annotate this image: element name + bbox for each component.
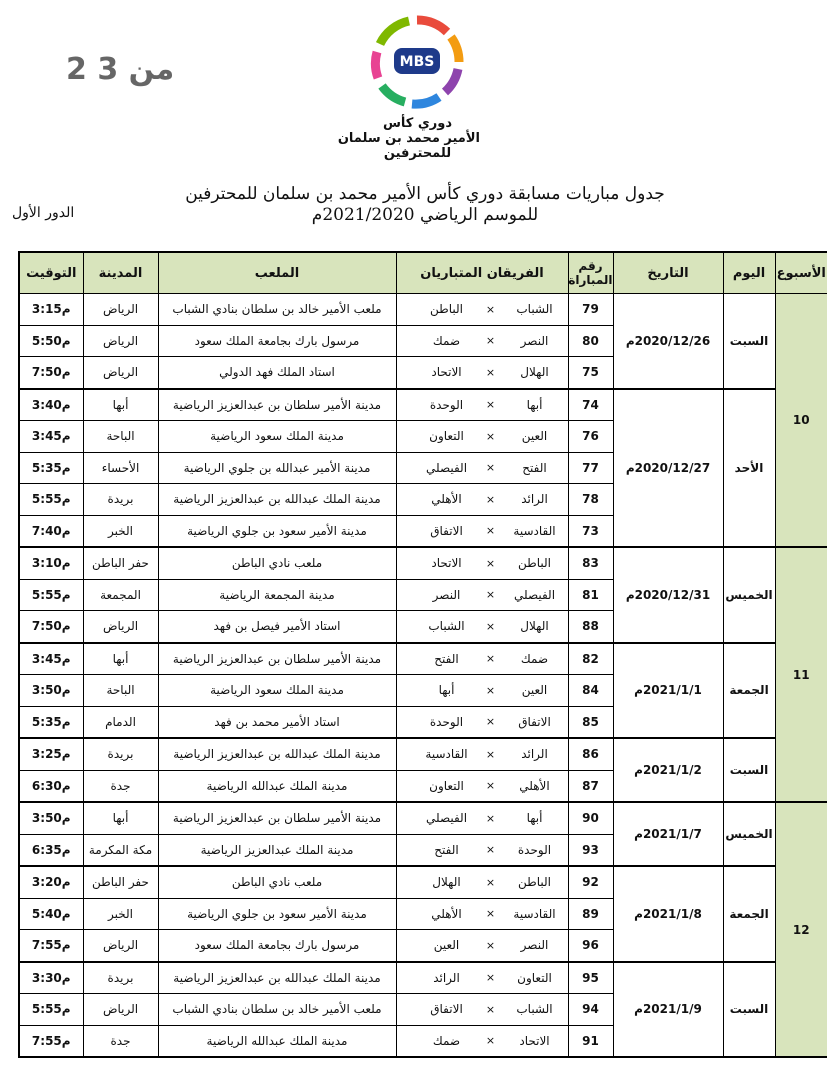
- venue-cell: مرسول بارك بجامعة الملك سعود: [158, 930, 396, 962]
- city-cell: بريدة: [83, 484, 158, 516]
- city-cell: الباحة: [83, 421, 158, 453]
- match-number-cell: 92: [568, 866, 613, 898]
- versus-symbol: ×: [485, 1034, 496, 1048]
- versus-symbol: ×: [485, 938, 496, 952]
- city-cell: الباحة: [83, 675, 158, 707]
- page-title: [180, 184, 670, 226]
- teams-cell: [396, 357, 568, 389]
- match-number-cell: 95: [568, 962, 613, 994]
- match-number-cell: 91: [568, 1025, 613, 1057]
- teams-cell: [396, 962, 568, 994]
- venue-cell: استاد الأمير فيصل بن فهد: [158, 611, 396, 643]
- round-label: الدور الأول: [12, 205, 75, 221]
- venue-cell: مدينة الأمير سلطان بن عبدالعزيز الرياضية: [158, 802, 396, 834]
- time-cell: 5:55م: [19, 484, 83, 516]
- day-cell: السبت: [723, 738, 775, 802]
- time-cell: 5:55م: [19, 994, 83, 1026]
- versus-symbol: ×: [485, 907, 496, 921]
- away-team: النصر: [432, 587, 461, 602]
- match-number-cell: 73: [568, 515, 613, 547]
- away-team: الاتحاد: [431, 556, 462, 571]
- versus-symbol: ×: [485, 747, 496, 761]
- versus-symbol: ×: [485, 398, 496, 412]
- venue-cell: مدينة الأمير سلطان بن عبدالعزيز الرياضية: [158, 389, 396, 421]
- logo-badge-text: MBS: [399, 54, 435, 70]
- time-cell: 3:40م: [19, 389, 83, 421]
- venue-cell: مدينة الأمير عبدالله بن جلوي الرياضية: [158, 452, 396, 484]
- home-team: الهلال: [520, 365, 549, 380]
- versus-symbol: ×: [485, 811, 496, 825]
- header-city: المدينة: [83, 252, 158, 294]
- venue-cell: مدينة الملك عبدالله بن عبدالعزيز الرياضية: [158, 962, 396, 994]
- teams-cell: [396, 706, 568, 738]
- home-team: أبها: [526, 811, 543, 826]
- time-cell: 6:35م: [19, 834, 83, 866]
- match-number-cell: 93: [568, 834, 613, 866]
- versus-symbol: ×: [485, 652, 496, 666]
- teams-cell: [396, 802, 568, 834]
- match-number-cell: 90: [568, 802, 613, 834]
- versus-symbol: ×: [485, 556, 496, 570]
- title-line-2: للموسم الرياضي 2021/2020م: [311, 205, 539, 225]
- teams-cell: [396, 770, 568, 802]
- versus-symbol: ×: [485, 365, 496, 379]
- home-team: الرائد: [521, 492, 548, 507]
- schedule-body: [19, 294, 827, 1058]
- venue-cell: مدينة الملك عبدالله الرياضية: [158, 770, 396, 802]
- time-cell: 3:15م: [19, 294, 83, 326]
- match-number-cell: 81: [568, 579, 613, 611]
- header-venue: الملعب: [158, 252, 396, 294]
- city-cell: أبها: [83, 389, 158, 421]
- date-cell: 2020/12/31م: [613, 547, 723, 643]
- teams-cell: [396, 866, 568, 898]
- logo-line-1: دوري كأس: [382, 116, 453, 131]
- away-team: الأهلي: [431, 906, 462, 921]
- teams-cell: [396, 389, 568, 421]
- away-team: الفتح: [434, 651, 459, 666]
- time-cell: 5:55م: [19, 579, 83, 611]
- page-indicator: 2 من 3: [66, 52, 175, 87]
- home-team: الفيصلي: [513, 587, 556, 602]
- city-cell: جدة: [83, 1025, 158, 1057]
- teams-cell: [396, 611, 568, 643]
- away-team: الاتفاق: [430, 1002, 463, 1017]
- home-team: القادسية: [513, 523, 556, 538]
- home-team: الفتح: [522, 460, 547, 475]
- home-team: الرائد: [521, 747, 548, 762]
- match-number-cell: 87: [568, 770, 613, 802]
- city-cell: بريدة: [83, 738, 158, 770]
- away-team: الاتحاد: [431, 365, 462, 380]
- home-team: الشباب: [516, 1002, 553, 1017]
- table-row: [19, 294, 827, 326]
- date-cell: 2021/1/1م: [613, 643, 723, 739]
- city-cell: الرياض: [83, 294, 158, 326]
- venue-cell: مدينة الملك عبدالله بن عبدالعزيز الرياضية: [158, 484, 396, 516]
- city-cell: جدة: [83, 770, 158, 802]
- table-row: [19, 547, 827, 579]
- venue-cell: مرسول بارك بجامعة الملك سعود: [158, 325, 396, 357]
- venue-cell: مدينة الأمير سعود بن جلوي الرياضية: [158, 515, 396, 547]
- schedule-table: [18, 251, 827, 1058]
- away-team: القادسية: [425, 747, 468, 762]
- date-cell: 2020/12/27م: [613, 389, 723, 548]
- time-cell: 5:35م: [19, 452, 83, 484]
- match-number-cell: 79: [568, 294, 613, 326]
- away-team: العين: [433, 938, 460, 953]
- city-cell: أبها: [83, 643, 158, 675]
- venue-cell: مدينة الملك عبدالله الرياضية: [158, 1025, 396, 1057]
- versus-symbol: ×: [485, 971, 496, 985]
- versus-symbol: ×: [485, 619, 496, 633]
- versus-symbol: ×: [485, 492, 496, 506]
- away-team: الباطن: [430, 302, 463, 317]
- home-team: الباطن: [518, 556, 551, 571]
- match-number-cell: 96: [568, 930, 613, 962]
- time-cell: 5:50م: [19, 325, 83, 357]
- title-line-1: جدول مباريات مسابقة دوري كأس الأمير محمد بن سلمان للمحترفين: [185, 184, 665, 204]
- versus-symbol: ×: [485, 524, 496, 538]
- venue-cell: ملعب الأمير خالد بن سلطان بنادي الشباب: [158, 294, 396, 326]
- logo-line-3: للمحترفين: [383, 146, 452, 161]
- versus-symbol: ×: [485, 429, 496, 443]
- match-number-cell: 77: [568, 452, 613, 484]
- time-cell: 3:10م: [19, 547, 83, 579]
- match-number-cell: 76: [568, 421, 613, 453]
- time-cell: 3:30م: [19, 962, 83, 994]
- away-team: الفيصلي: [425, 811, 468, 826]
- day-cell: الخميس: [723, 802, 775, 866]
- teams-cell: [396, 484, 568, 516]
- away-team: الاتفاق: [430, 523, 463, 538]
- away-team: ضمك: [432, 1033, 461, 1048]
- teams-cell: [396, 1025, 568, 1057]
- time-cell: 7:40م: [19, 515, 83, 547]
- week-number-cell: 11: [775, 547, 827, 802]
- match-number-cell: 84: [568, 675, 613, 707]
- home-team: الشباب: [516, 302, 553, 317]
- away-team: التعاون: [429, 778, 464, 793]
- city-cell: الخبر: [83, 515, 158, 547]
- match-number-cell: 83: [568, 547, 613, 579]
- time-cell: 3:50م: [19, 802, 83, 834]
- home-team: الاتحاد: [519, 1033, 550, 1048]
- table-row: [19, 866, 827, 898]
- versus-symbol: ×: [485, 334, 496, 348]
- versus-symbol: ×: [485, 461, 496, 475]
- teams-cell: [396, 643, 568, 675]
- teams-cell: [396, 930, 568, 962]
- home-team: ضمك: [520, 651, 549, 666]
- match-number-cell: 74: [568, 389, 613, 421]
- day-cell: الأحد: [723, 389, 775, 548]
- date-cell: 2021/1/9م: [613, 962, 723, 1058]
- away-team: الرائد: [433, 970, 460, 985]
- venue-cell: مدينة الملك سعود الرياضية: [158, 421, 396, 453]
- time-cell: 3:45م: [19, 643, 83, 675]
- home-team: النصر: [520, 333, 549, 348]
- time-cell: 6:30م: [19, 770, 83, 802]
- match-number-cell: 94: [568, 994, 613, 1026]
- away-team: ضمك: [432, 333, 461, 348]
- teams-cell: [396, 994, 568, 1026]
- away-team: الأهلي: [431, 492, 462, 507]
- table-row: [19, 389, 827, 421]
- versus-symbol: ×: [485, 875, 496, 889]
- venue-cell: ملعب نادي الباطن: [158, 547, 396, 579]
- logo-line-2: الأمير محمد بن سلمان: [337, 131, 480, 146]
- match-number-cell: 85: [568, 706, 613, 738]
- time-cell: 7:55م: [19, 930, 83, 962]
- home-team: الباطن: [518, 875, 551, 890]
- teams-cell: [396, 515, 568, 547]
- match-number-cell: 78: [568, 484, 613, 516]
- venue-cell: مدينة الملك سعود الرياضية: [158, 675, 396, 707]
- header-week: الأسبوع: [775, 252, 827, 294]
- time-cell: 3:45م: [19, 421, 83, 453]
- day-cell: السبت: [723, 294, 775, 389]
- teams-cell: [396, 579, 568, 611]
- venue-cell: ملعب نادي الباطن: [158, 866, 396, 898]
- city-cell: مكة المكرمة: [83, 834, 158, 866]
- venue-cell: مدينة الملك عبدالله بن عبدالعزيز الرياضية: [158, 738, 396, 770]
- home-team: أبها: [526, 397, 543, 412]
- city-cell: بريدة: [83, 962, 158, 994]
- versus-symbol: ×: [485, 1002, 496, 1016]
- city-cell: الأحساء: [83, 452, 158, 484]
- day-cell: الجمعة: [723, 866, 775, 962]
- day-cell: السبت: [723, 962, 775, 1058]
- venue-cell: استاد الأمير محمد بن فهد: [158, 706, 396, 738]
- venue-cell: ملعب الأمير خالد بن سلطان بنادي الشباب: [158, 994, 396, 1026]
- venue-cell: مدينة الأمير سعود بن جلوي الرياضية: [158, 898, 396, 930]
- teams-cell: [396, 294, 568, 326]
- time-cell: 7:55م: [19, 1025, 83, 1057]
- header-teams: الفريقان المتباريان: [396, 252, 568, 294]
- away-team: الفتح: [434, 842, 459, 857]
- away-team: أبها: [438, 683, 455, 698]
- time-cell: 7:50م: [19, 611, 83, 643]
- header-date: التاريخ: [613, 252, 723, 294]
- date-cell: 2021/1/2م: [613, 738, 723, 802]
- home-team: القادسية: [513, 906, 556, 921]
- venue-cell: مدينة الأمير سلطان بن عبدالعزيز الرياضية: [158, 643, 396, 675]
- teams-cell: [396, 547, 568, 579]
- match-number-cell: 80: [568, 325, 613, 357]
- time-cell: 7:50م: [19, 357, 83, 389]
- date-cell: 2021/1/7م: [613, 802, 723, 866]
- match-number-cell: 75: [568, 357, 613, 389]
- teams-cell: [396, 834, 568, 866]
- away-team: الهلال: [432, 875, 461, 890]
- teams-cell: [396, 898, 568, 930]
- table-row: [19, 962, 827, 994]
- city-cell: الرياض: [83, 994, 158, 1026]
- time-cell: 3:50م: [19, 675, 83, 707]
- time-cell: 3:25م: [19, 738, 83, 770]
- away-team: الشباب: [428, 619, 465, 634]
- match-number-cell: 86: [568, 738, 613, 770]
- away-team: الوحدة: [429, 397, 464, 412]
- time-cell: 3:20م: [19, 866, 83, 898]
- city-cell: الرياض: [83, 325, 158, 357]
- time-cell: 5:35م: [19, 706, 83, 738]
- match-number-cell: 82: [568, 643, 613, 675]
- versus-symbol: ×: [485, 779, 496, 793]
- teams-cell: [396, 675, 568, 707]
- home-team: الوحدة: [517, 842, 552, 857]
- venue-cell: استاد الملك فهد الدولي: [158, 357, 396, 389]
- header-match-number: رقم المباراة: [568, 252, 613, 294]
- home-team: الاتفاق: [518, 714, 551, 729]
- city-cell: الرياض: [83, 357, 158, 389]
- venue-cell: مدينة المجمعة الرياضية: [158, 579, 396, 611]
- table-header-row: [19, 252, 827, 294]
- table-row: [19, 802, 827, 834]
- city-cell: الرياض: [83, 611, 158, 643]
- teams-cell: [396, 738, 568, 770]
- away-team: الفيصلي: [425, 460, 468, 475]
- home-team: العين: [521, 683, 548, 698]
- versus-symbol: ×: [485, 683, 496, 697]
- home-team: الأهلي: [519, 778, 550, 793]
- city-cell: الرياض: [83, 930, 158, 962]
- day-cell: الجمعة: [723, 643, 775, 739]
- venue-cell: مدينة الملك عبدالعزيز الرياضية: [158, 834, 396, 866]
- home-team: التعاون: [517, 970, 552, 985]
- table-row: [19, 738, 827, 770]
- match-number-cell: 88: [568, 611, 613, 643]
- away-team: التعاون: [429, 429, 464, 444]
- home-team: الهلال: [520, 619, 549, 634]
- away-team: الوحدة: [429, 714, 464, 729]
- city-cell: المجمعة: [83, 579, 158, 611]
- teams-cell: [396, 421, 568, 453]
- city-cell: الخبر: [83, 898, 158, 930]
- city-cell: حفر الباطن: [83, 866, 158, 898]
- league-emblem-icon: [367, 12, 467, 112]
- day-cell: الخميس: [723, 547, 775, 643]
- date-cell: 2021/1/8م: [613, 866, 723, 962]
- header-time: التوقيت: [19, 252, 83, 294]
- versus-symbol: ×: [485, 843, 496, 857]
- city-cell: الدمام: [83, 706, 158, 738]
- city-cell: أبها: [83, 802, 158, 834]
- versus-symbol: ×: [485, 715, 496, 729]
- versus-symbol: ×: [485, 588, 496, 602]
- teams-cell: [396, 325, 568, 357]
- match-number-cell: 89: [568, 898, 613, 930]
- header-day: اليوم: [723, 252, 775, 294]
- week-number-cell: 10: [775, 294, 827, 548]
- city-cell: حفر الباطن: [83, 547, 158, 579]
- date-cell: 2020/12/26م: [613, 294, 723, 389]
- table-row: [19, 643, 827, 675]
- week-number-cell: 12: [775, 802, 827, 1057]
- home-team: النصر: [520, 938, 549, 953]
- versus-symbol: ×: [485, 302, 496, 316]
- time-cell: 5:40م: [19, 898, 83, 930]
- home-team: العين: [521, 429, 548, 444]
- teams-cell: [396, 452, 568, 484]
